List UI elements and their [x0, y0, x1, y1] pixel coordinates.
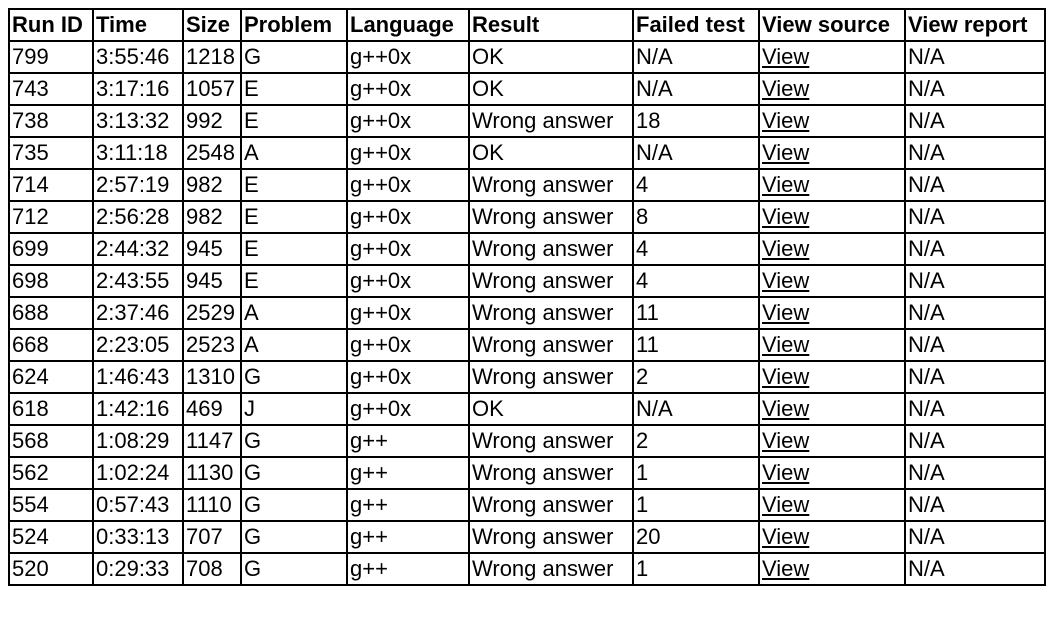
header-row: [9, 9, 1045, 41]
table-row: [9, 233, 1045, 265]
view-source-link[interactable]: View: [762, 396, 810, 421]
cell-view-source: [759, 137, 905, 169]
cell-view-report: N/A: [905, 553, 1045, 585]
view-source-link[interactable]: View: [762, 236, 810, 261]
cell-view-source: [759, 41, 905, 73]
table-row: [9, 265, 1045, 297]
table-row: [9, 489, 1045, 521]
header-view-report: View report: [905, 9, 1045, 41]
cell-run-id: 568: [9, 425, 93, 457]
cell-language: g++: [347, 425, 469, 457]
cell-size: 982: [183, 201, 241, 233]
cell-size: 982: [183, 169, 241, 201]
cell-failed-test: N/A: [633, 393, 759, 425]
cell-failed-test: 11: [633, 297, 759, 329]
cell-language: g++0x: [347, 169, 469, 201]
cell-view-source: [759, 521, 905, 553]
table-row: [9, 361, 1045, 393]
view-source-link[interactable]: View: [762, 524, 810, 549]
cell-result: Wrong answer: [469, 425, 633, 457]
cell-time: 2:23:05: [93, 329, 183, 361]
cell-view-source: [759, 105, 905, 137]
cell-run-id: 735: [9, 137, 93, 169]
cell-time: 2:37:46: [93, 297, 183, 329]
cell-run-id: 562: [9, 457, 93, 489]
cell-view-report: N/A: [905, 169, 1045, 201]
cell-failed-test: 4: [633, 169, 759, 201]
cell-failed-test: 18: [633, 105, 759, 137]
cell-failed-test: 1: [633, 553, 759, 585]
cell-problem: E: [241, 265, 347, 297]
cell-size: 945: [183, 233, 241, 265]
header-result: Result: [469, 9, 633, 41]
cell-size: 2523: [183, 329, 241, 361]
header-size: Size: [183, 9, 241, 41]
table-row: [9, 457, 1045, 489]
cell-run-id: 743: [9, 73, 93, 105]
cell-time: 1:46:43: [93, 361, 183, 393]
cell-size: 1057: [183, 73, 241, 105]
cell-problem: E: [241, 73, 347, 105]
table-row: [9, 297, 1045, 329]
cell-view-report: N/A: [905, 489, 1045, 521]
cell-language: g++0x: [347, 297, 469, 329]
cell-view-source: [759, 201, 905, 233]
cell-problem: A: [241, 297, 347, 329]
cell-language: g++: [347, 489, 469, 521]
view-source-link[interactable]: View: [762, 492, 810, 517]
cell-view-report: N/A: [905, 521, 1045, 553]
cell-problem: G: [241, 425, 347, 457]
cell-run-id: 688: [9, 297, 93, 329]
table-row: [9, 105, 1045, 137]
table-row: [9, 393, 1045, 425]
view-source-link[interactable]: View: [762, 556, 810, 581]
submissions-table: [8, 8, 1046, 586]
header-language: Language: [347, 9, 469, 41]
cell-time: 1:02:24: [93, 457, 183, 489]
cell-result: Wrong answer: [469, 105, 633, 137]
cell-run-id: 624: [9, 361, 93, 393]
view-source-link[interactable]: View: [762, 300, 810, 325]
cell-size: 1130: [183, 457, 241, 489]
cell-run-id: 618: [9, 393, 93, 425]
cell-problem: J: [241, 393, 347, 425]
cell-result: Wrong answer: [469, 457, 633, 489]
cell-size: 992: [183, 105, 241, 137]
cell-result: Wrong answer: [469, 297, 633, 329]
view-source-link[interactable]: View: [762, 204, 810, 229]
cell-language: g++: [347, 521, 469, 553]
cell-result: Wrong answer: [469, 361, 633, 393]
table-body: [9, 41, 1045, 585]
cell-problem: A: [241, 329, 347, 361]
header-time: Time: [93, 9, 183, 41]
cell-view-source: [759, 361, 905, 393]
cell-run-id: 714: [9, 169, 93, 201]
cell-size: 1310: [183, 361, 241, 393]
cell-result: Wrong answer: [469, 553, 633, 585]
cell-language: g++: [347, 553, 469, 585]
header-run-id: Run ID: [9, 9, 93, 41]
view-source-link[interactable]: View: [762, 172, 810, 197]
cell-time: 0:57:43: [93, 489, 183, 521]
cell-language: g++0x: [347, 201, 469, 233]
cell-language: g++0x: [347, 265, 469, 297]
cell-failed-test: 20: [633, 521, 759, 553]
table-row: [9, 137, 1045, 169]
cell-problem: E: [241, 105, 347, 137]
cell-problem: G: [241, 521, 347, 553]
cell-size: 1110: [183, 489, 241, 521]
cell-time: 2:57:19: [93, 169, 183, 201]
cell-view-report: N/A: [905, 137, 1045, 169]
cell-time: 3:11:18: [93, 137, 183, 169]
cell-view-source: [759, 457, 905, 489]
cell-run-id: 699: [9, 233, 93, 265]
cell-view-report: N/A: [905, 201, 1045, 233]
cell-time: 1:08:29: [93, 425, 183, 457]
cell-problem: E: [241, 169, 347, 201]
cell-size: 1147: [183, 425, 241, 457]
cell-view-report: N/A: [905, 297, 1045, 329]
header-view-source: View source: [759, 9, 905, 41]
cell-failed-test: N/A: [633, 137, 759, 169]
cell-run-id: 668: [9, 329, 93, 361]
cell-size: 469: [183, 393, 241, 425]
cell-time: 3:55:46: [93, 41, 183, 73]
table-row: [9, 41, 1045, 73]
view-source-link[interactable]: View: [762, 76, 810, 101]
cell-result: Wrong answer: [469, 521, 633, 553]
view-source-link[interactable]: View: [762, 268, 810, 293]
cell-result: OK: [469, 393, 633, 425]
cell-size: 945: [183, 265, 241, 297]
cell-view-source: [759, 169, 905, 201]
cell-result: OK: [469, 41, 633, 73]
cell-failed-test: 8: [633, 201, 759, 233]
cell-language: g++0x: [347, 233, 469, 265]
cell-language: g++0x: [347, 329, 469, 361]
cell-run-id: 524: [9, 521, 93, 553]
cell-failed-test: 1: [633, 489, 759, 521]
cell-problem: A: [241, 137, 347, 169]
table-row: [9, 425, 1045, 457]
cell-view-report: N/A: [905, 329, 1045, 361]
view-source-link[interactable]: View: [762, 140, 810, 165]
view-source-link[interactable]: View: [762, 108, 810, 133]
cell-result: Wrong answer: [469, 329, 633, 361]
view-source-link[interactable]: View: [762, 460, 810, 485]
header-problem: Problem: [241, 9, 347, 41]
cell-view-source: [759, 553, 905, 585]
view-source-link[interactable]: View: [762, 428, 810, 453]
cell-view-source: [759, 393, 905, 425]
view-source-link[interactable]: View: [762, 332, 810, 357]
cell-time: 0:33:13: [93, 521, 183, 553]
view-source-link[interactable]: View: [762, 364, 810, 389]
cell-time: 2:56:28: [93, 201, 183, 233]
table-row: [9, 169, 1045, 201]
cell-view-source: [759, 297, 905, 329]
header-failed-test: Failed test: [633, 9, 759, 41]
cell-view-report: N/A: [905, 425, 1045, 457]
cell-language: g++0x: [347, 41, 469, 73]
cell-problem: E: [241, 233, 347, 265]
cell-result: Wrong answer: [469, 233, 633, 265]
cell-run-id: 738: [9, 105, 93, 137]
cell-problem: G: [241, 41, 347, 73]
cell-result: Wrong answer: [469, 265, 633, 297]
cell-size: 707: [183, 521, 241, 553]
cell-size: 2529: [183, 297, 241, 329]
cell-result: Wrong answer: [469, 201, 633, 233]
cell-result: OK: [469, 73, 633, 105]
table-header: [9, 9, 1045, 41]
cell-view-report: N/A: [905, 361, 1045, 393]
cell-size: 708: [183, 553, 241, 585]
table-row: [9, 201, 1045, 233]
cell-result: Wrong answer: [469, 169, 633, 201]
cell-run-id: 554: [9, 489, 93, 521]
cell-language: g++: [347, 457, 469, 489]
cell-failed-test: N/A: [633, 73, 759, 105]
cell-problem: G: [241, 361, 347, 393]
cell-failed-test: N/A: [633, 41, 759, 73]
view-source-link[interactable]: View: [762, 44, 810, 69]
cell-failed-test: 2: [633, 425, 759, 457]
cell-result: Wrong answer: [469, 489, 633, 521]
cell-run-id: 520: [9, 553, 93, 585]
table-row: [9, 329, 1045, 361]
cell-view-source: [759, 425, 905, 457]
cell-failed-test: 4: [633, 265, 759, 297]
cell-view-report: N/A: [905, 265, 1045, 297]
cell-failed-test: 11: [633, 329, 759, 361]
cell-view-report: N/A: [905, 73, 1045, 105]
table-row: [9, 521, 1045, 553]
cell-time: 2:44:32: [93, 233, 183, 265]
cell-view-source: [759, 265, 905, 297]
cell-run-id: 799: [9, 41, 93, 73]
cell-language: g++0x: [347, 137, 469, 169]
cell-time: 2:43:55: [93, 265, 183, 297]
cell-time: 3:17:16: [93, 73, 183, 105]
cell-time: 0:29:33: [93, 553, 183, 585]
cell-failed-test: 2: [633, 361, 759, 393]
table-row: [9, 73, 1045, 105]
cell-problem: G: [241, 457, 347, 489]
cell-language: g++0x: [347, 393, 469, 425]
cell-time: 1:42:16: [93, 393, 183, 425]
cell-size: 1218: [183, 41, 241, 73]
cell-failed-test: 1: [633, 457, 759, 489]
cell-view-report: N/A: [905, 233, 1045, 265]
cell-view-report: N/A: [905, 41, 1045, 73]
cell-problem: G: [241, 553, 347, 585]
cell-size: 2548: [183, 137, 241, 169]
cell-view-source: [759, 329, 905, 361]
cell-language: g++0x: [347, 73, 469, 105]
cell-view-report: N/A: [905, 105, 1045, 137]
cell-view-source: [759, 489, 905, 521]
cell-view-report: N/A: [905, 457, 1045, 489]
cell-run-id: 698: [9, 265, 93, 297]
cell-failed-test: 4: [633, 233, 759, 265]
cell-problem: G: [241, 489, 347, 521]
cell-time: 3:13:32: [93, 105, 183, 137]
cell-view-source: [759, 233, 905, 265]
cell-run-id: 712: [9, 201, 93, 233]
table-row: [9, 553, 1045, 585]
cell-language: g++0x: [347, 105, 469, 137]
cell-view-report: N/A: [905, 393, 1045, 425]
cell-problem: E: [241, 201, 347, 233]
cell-view-source: [759, 73, 905, 105]
cell-result: OK: [469, 137, 633, 169]
cell-language: g++0x: [347, 361, 469, 393]
